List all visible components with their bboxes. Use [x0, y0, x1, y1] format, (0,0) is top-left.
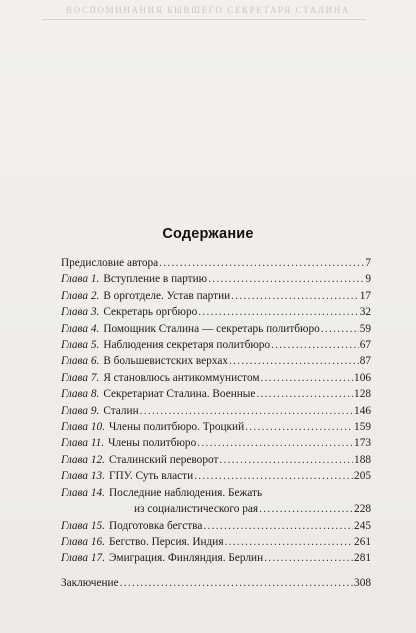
- leader-dots: [264, 550, 353, 566]
- toc-page-number: 261: [354, 535, 371, 548]
- toc-entry-chapter: [61, 370, 371, 386]
- chapter-number: Глава 17.: [61, 552, 105, 565]
- chapter-number: Глава 12.: [61, 453, 105, 466]
- toc-entry-chapter: [61, 353, 371, 369]
- toc-entry-conclusion: [61, 575, 371, 591]
- toc-entry-label: Предисловие автора: [61, 257, 159, 269]
- chapter-number: Глава 1.: [61, 273, 100, 286]
- chapter-title: В орготделе. Устав партии: [103, 289, 231, 302]
- running-head: ВОСПОМИНАНИЯ БЫВШЕГО СЕКРЕТАРЯ СТАЛИНА: [66, 5, 350, 15]
- leader-dots: [120, 575, 353, 591]
- chapter-number: Глава 4.: [61, 322, 100, 335]
- chapter-title: Сталинский переворот: [108, 453, 219, 466]
- leader-dots: [245, 419, 353, 435]
- toc-page-number: 173: [354, 437, 371, 450]
- toc-entry-chapter: [61, 304, 371, 320]
- toc-entry-chapter: [61, 337, 371, 353]
- leader-dots: [194, 468, 353, 484]
- toc-title: Содержание: [162, 226, 254, 242]
- chapter-number: Глава 13.: [61, 470, 105, 483]
- chapter-number: Глава 2.: [61, 289, 100, 302]
- toc-page-number: 67: [359, 339, 371, 352]
- toc-page-number: 188: [354, 453, 371, 466]
- chapter-title: Секретариат Сталина. Военные: [103, 388, 256, 401]
- toc-page-number: 308: [354, 576, 371, 589]
- toc-page-number: 9: [365, 273, 371, 286]
- leader-dots: [225, 534, 354, 550]
- toc-page-number: 146: [354, 404, 371, 417]
- chapter-number: Глава 3.: [61, 306, 100, 319]
- toc-page-number: 59: [359, 322, 371, 335]
- toc-page-number: 281: [354, 552, 371, 565]
- toc-entry-chapter: [61, 288, 371, 304]
- toc-entry-chapter: [61, 518, 371, 534]
- toc-page-number: 87: [359, 355, 371, 368]
- chapter-title: Я становлюсь антикоммунистом: [103, 371, 260, 384]
- chapter-title: Подготовка бегства: [108, 519, 203, 532]
- toc-page-number: 7: [365, 257, 371, 269]
- chapter-title: Помощник Сталина — секретарь политбюро: [103, 322, 320, 335]
- toc-page-number: 205: [354, 470, 371, 483]
- chapter-number: Глава 10.: [61, 421, 105, 434]
- chapter-number: Глава 5.: [61, 339, 100, 352]
- chapter-title: Последние наблюдения. Бежать: [108, 486, 263, 499]
- leader-dots: [159, 255, 364, 271]
- toc-page-number: 245: [354, 519, 371, 532]
- chapter-number: Глава 9.: [61, 404, 100, 417]
- leader-dots: [203, 518, 353, 534]
- leader-dots: [197, 435, 353, 451]
- chapter-number: Глава 7.: [61, 371, 100, 384]
- toc-entry-chapter: [61, 452, 371, 468]
- chapter-title: Члены политбюро. Троцкий: [108, 421, 245, 434]
- chapter-number: Глава 16.: [61, 535, 105, 548]
- toc-entry-chapter: [61, 550, 371, 566]
- toc-entry-chapter: [61, 485, 371, 501]
- toc-entry-chapter: [61, 468, 371, 484]
- toc-entry-label: Заключение: [61, 576, 119, 589]
- toc-page-number: 228: [354, 503, 371, 516]
- leader-dots: [321, 321, 359, 337]
- leader-dots: [208, 271, 364, 287]
- chapter-number: Глава 14.: [61, 486, 105, 499]
- toc-entry-preface: [61, 255, 371, 271]
- chapter-title: В большевистских верхах: [103, 355, 229, 368]
- chapter-title: Наблюдения секретаря политбюро: [103, 339, 271, 352]
- chapter-title: Бегство. Персия. Индия: [108, 535, 224, 548]
- leader-dots: [261, 370, 354, 386]
- leader-dots: [140, 403, 353, 419]
- chapter-title: Секретарь оргбюро: [103, 306, 198, 319]
- chapter-title: ГПУ. Суть власти: [108, 470, 194, 483]
- toc-page-number: 32: [359, 306, 371, 319]
- chapter-number: Глава 15.: [61, 519, 105, 532]
- chapter-number: Глава 6.: [61, 355, 100, 368]
- chapter-number: Глава 11.: [61, 437, 105, 450]
- leader-dots: [198, 304, 358, 320]
- chapter-title: Сталин: [103, 404, 139, 417]
- toc-entry-continuation: [61, 501, 371, 517]
- toc-entry-chapter: [61, 419, 371, 435]
- toc-page-number: 17: [359, 289, 371, 302]
- leader-dots: [256, 386, 353, 402]
- toc-entry-chapter: [61, 321, 371, 337]
- show-through-text: [44, 20, 368, 227]
- chapter-title-continuation: из социалистического рая: [134, 503, 259, 516]
- toc-entry-chapter: [61, 534, 371, 550]
- toc-page-number: 159: [354, 421, 371, 434]
- leader-dots: [271, 337, 359, 353]
- chapter-title: Вступление в партию: [103, 273, 208, 286]
- leader-dots: [219, 452, 353, 468]
- toc-chapter-list: [61, 271, 371, 566]
- chapter-title: Эмиграция. Финляндия. Берлин: [108, 552, 264, 565]
- chapter-number: Глава 8.: [61, 388, 100, 401]
- toc-page-number: 128: [354, 388, 371, 401]
- toc-entry-chapter: [61, 386, 371, 402]
- toc-entry-chapter: [61, 435, 371, 451]
- toc-entry-chapter: [61, 403, 371, 419]
- leader-dots: [229, 353, 359, 369]
- toc-entry-chapter: [61, 271, 371, 287]
- leader-dots: [231, 288, 359, 304]
- table-of-contents: [61, 255, 371, 591]
- chapter-title: Члены политбюро: [108, 437, 197, 450]
- toc-page-number: 106: [354, 371, 371, 384]
- leader-dots: [259, 501, 353, 517]
